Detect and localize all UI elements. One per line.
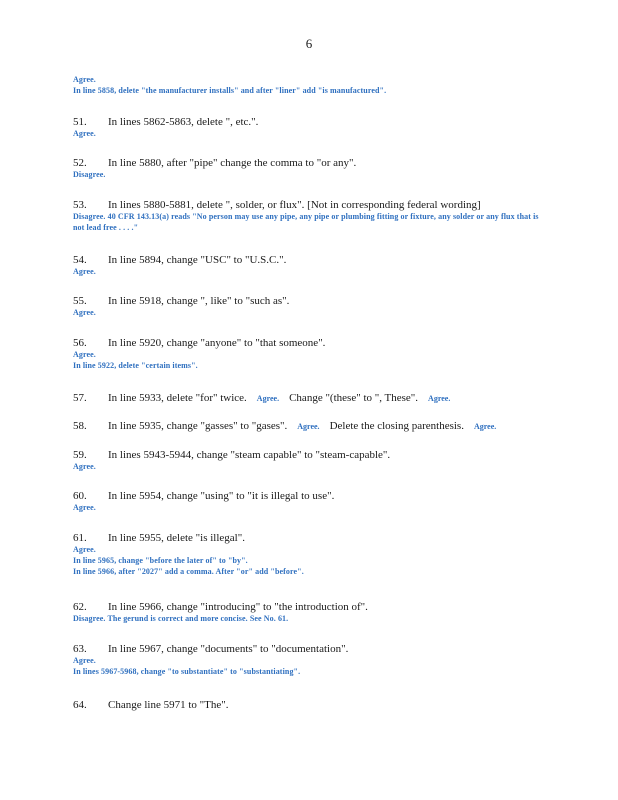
item-number: 63. — [73, 643, 87, 655]
item-text: Delete the closing parenthesis. — [329, 420, 464, 432]
item-text: In line 5966, change "introducing" to "the introduction of". — [108, 601, 368, 613]
item-text: In line 5935, change "gasses" to "gases". — [108, 420, 288, 432]
response-line: Disagree. The gerund is correct and more concise. See No. 61. — [73, 614, 289, 623]
response-line: Agree. — [73, 308, 96, 317]
item-number: 55. — [73, 295, 87, 307]
response-line: Disagree. — [73, 170, 106, 179]
item-number: 61. — [73, 532, 87, 544]
inline-response: Agree. — [473, 422, 497, 431]
list-item — [73, 532, 543, 577]
response-line: In lines 5967-5968, change "to substantiate" to "substantiating". — [73, 667, 301, 676]
item-text: In lines 5943-5944, change "steam capable" to "steam-capable". — [108, 449, 391, 461]
item-text: In line 5933, delete "for" twice. — [108, 392, 247, 404]
page-number: 6 — [305, 36, 313, 51]
item-number: 54. — [73, 254, 87, 266]
item-text: In line 5880, after "pipe" change the comma to "or any". — [108, 157, 357, 169]
list-item — [73, 392, 543, 404]
list-item — [73, 643, 543, 677]
item-number: 57. — [73, 392, 87, 404]
item-number: 53. — [73, 199, 87, 211]
inline-response: Agree. — [297, 422, 320, 431]
item-number: 52. — [73, 157, 87, 169]
inline-response: Agree. — [428, 394, 451, 403]
item-text: In lines 5880-5881, delete ", solder, or flux". [Not in corresponding federal wording] — [108, 199, 481, 211]
item-text: In line 5894, change "USC" to "U.S.C.". — [108, 254, 287, 266]
list-item — [73, 699, 543, 711]
item-text: In line 5920, change "anyone" to "that someone". — [108, 337, 326, 349]
inline-response: Agree. — [256, 394, 280, 403]
response-line: In line 5858, delete "the manufacturer installs" and after "liner" add "is manufactured". — [73, 86, 387, 95]
item-text: Change "(these" to ", These". — [289, 392, 419, 404]
item-text: In line 5967, change "documents" to "documentation". — [108, 643, 349, 655]
list-item — [73, 254, 543, 277]
top-responses — [73, 74, 543, 96]
item-number: 62. — [73, 601, 87, 613]
response-line: Agree. — [73, 545, 96, 554]
list-item — [73, 199, 543, 233]
item-text: In lines 5862-5863, delete ", etc.". — [108, 116, 259, 128]
item-text: In line 5955, delete "is illegal". — [108, 532, 245, 544]
list-item — [73, 157, 543, 180]
item-number: 60. — [73, 490, 87, 502]
response-line: Agree. — [73, 75, 96, 84]
item-text: In line 5918, change ", like" to "such as". — [108, 295, 290, 307]
response-line: In line 5966, after "2027" add a comma. After "or" add "before". — [73, 567, 304, 576]
list-item — [73, 490, 543, 513]
item-number: 56. — [73, 337, 87, 349]
response-line: In line 5922, delete "certain items". — [73, 361, 198, 370]
response-line: Agree. — [73, 267, 96, 276]
item-number: 58. — [73, 420, 87, 432]
list-item — [73, 449, 543, 472]
response-line: In line 5965, change "before the later of" to "by". — [73, 556, 248, 565]
response-line: Agree. — [73, 129, 96, 138]
list-item — [73, 420, 543, 432]
item-number: 59. — [73, 449, 87, 461]
item-text: Change line 5971 to "The". — [108, 699, 229, 711]
list-item — [73, 601, 543, 624]
item-text: In line 5954, change "using" to "it is illegal to use". — [108, 490, 335, 502]
response-line: Agree. — [73, 656, 96, 665]
response-line: Agree. — [73, 503, 96, 512]
list-item — [73, 116, 543, 139]
item-number: 51. — [73, 116, 87, 128]
response-line: Agree. — [73, 462, 96, 471]
response-line: Disagree. 40 CFR 143.13(a) reads "No person may use any pipe, any pipe or plumbing fitting or fixture, any solder or any flux that is not lead free . . . ." — [73, 212, 539, 232]
list-item — [73, 337, 543, 371]
response-line: Agree. — [73, 350, 96, 359]
list-item — [73, 295, 543, 318]
item-number: 64. — [73, 699, 87, 711]
